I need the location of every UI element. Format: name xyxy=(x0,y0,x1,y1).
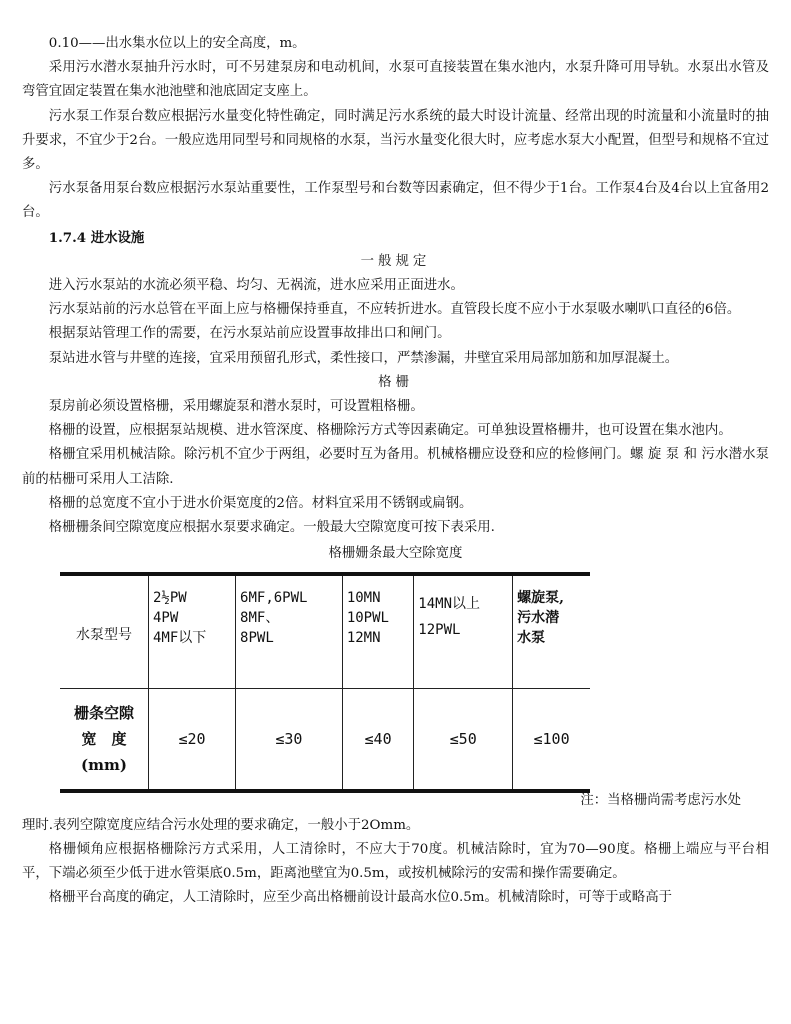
table-cell: ≤40 xyxy=(342,689,413,792)
table-cell: ≤50 xyxy=(414,689,513,792)
table-note: 注：当格栅尚需考虑污水处 xyxy=(580,793,741,809)
cell-line: 8PWL xyxy=(240,630,274,647)
paragraph: 0.10——出水集水位以上的安全高度，m。 xyxy=(48,36,306,51)
table-caption: 格栅姗条最大空除宽度 xyxy=(328,546,463,562)
cell-line: 螺旋泵, xyxy=(517,590,564,607)
header-line: 栅条空隙 xyxy=(73,704,134,723)
paragraph: 理时.表列空隙宽度应结合污水处理的要求确定，一般小于2Omm。 xyxy=(22,817,420,833)
paragraph: 格栅栅条间空隙宽度应根据水泵要求确定。一般最大空隙宽度可按下表采用. xyxy=(48,520,495,536)
paragraph: 格栅平台高度的确定，人工清除时，应至少高出格栅前设计最高水位0.5m。机械清除时，可等于或略高于 xyxy=(48,890,672,906)
header-line: (mm) xyxy=(81,756,127,775)
cell-line: 12PWL xyxy=(418,622,461,639)
table-cell xyxy=(414,574,513,689)
table-cell xyxy=(513,574,590,689)
table-cell: ≤30 xyxy=(236,689,343,792)
table-header-gap-width xyxy=(60,689,149,792)
paragraph: 污水泵备用泵台数应根据污水泵站重要性，工作泵型号和台数等因素确定，但不得少于1台。工作泵4台及4台以上宜备用2台。 xyxy=(22,181,769,221)
paragraph: 格栅宜采用机械洁除。除污机不宜少于两组，必要时互为备用。机械格栅应设登和应的检修闸门。螺 旋 泵 和 污水潜水泵前的枯栅可采用人工洁除. xyxy=(22,447,769,487)
table-row xyxy=(60,574,590,689)
cell-line: 10PWL xyxy=(346,610,389,627)
header-line: 宽 度 xyxy=(81,730,127,749)
table-cell xyxy=(342,574,413,689)
paragraph: 污水泵工作泵台数应根据污水量变化特性确定，同时满足污水系统的最大时设计流量、经常出现的时流量和小流量时的抽升要求，不宜少于2台。一般应选用同型号和同规格的水泵，当污水量变化很大时，应考虑水泵大小配置，但型号和规格不宜过多。 xyxy=(22,108,769,173)
paragraph: 格栅倾角应根据格栅除污方式采用，人工清徐时，不应大于70度。机械洁除时，宜为70—90度。格栅上端应与平台相平，下端必须至少低于进水管渠底0.5m，距离池壁宜为0.5m，或按机械除污的安需和操作需要确定。 xyxy=(22,841,769,882)
paragraph: 泵房前必须设置格栅，采用螺旋泵和潜水泵时，可设置粗格栅。 xyxy=(48,399,424,415)
subheading-grille: 格栅 xyxy=(378,374,413,390)
cell-line: 4PW xyxy=(153,610,179,627)
paragraph: 进入污水泵站的水流必须平稳、均匀、无祸流，进水应采用正面进水。 xyxy=(48,278,464,294)
paragraph: 根据泵站管理工作的需要，在污水泵站前应设置事故排出口和闸门。 xyxy=(48,326,451,342)
table-row xyxy=(60,689,590,792)
table-cell xyxy=(149,574,236,689)
paragraph: 格栅的设置，应根据泵站规模、进水管深度、格栅除污方式等因素确定。可单独设置格栅井，也可设置在集水池内。 xyxy=(48,423,732,439)
cell-line: 污水潜 xyxy=(517,610,560,627)
table-cell: ≤100 xyxy=(513,689,590,792)
cell-line: 10MN xyxy=(346,590,381,607)
subheading-general: 一般规定 xyxy=(360,253,431,269)
paragraph: 泵站进水管与井壁的连接，宜采用预留孔形式，柔性接口，严禁渗漏，井壁宜采用局部加筋和加厚混凝土。 xyxy=(48,350,679,366)
paragraph: 格栅的总宽度不宜小于进水价渠宽度的2倍。材料宜采用不锈钢或扁钢。 xyxy=(48,495,473,511)
cell-line: 6MF,6PWL xyxy=(240,590,308,607)
cell-line: 2½PW xyxy=(153,590,187,607)
table-container xyxy=(60,572,590,793)
section-heading: 1.7.4 进水设施 xyxy=(48,229,145,246)
paragraph: 污水泵站前的污水总管在平面上应与格栅保持垂直，不应转折进水。直管段长度不应小于水泵吸水喇叭口直径的6倍。 xyxy=(48,302,741,318)
cell-line: 8MF、 xyxy=(240,610,280,627)
table-cell xyxy=(236,574,343,689)
table-cell: ≤20 xyxy=(149,689,236,792)
cell-line: 12MN xyxy=(346,630,381,647)
cell-line: 4MF以下 xyxy=(153,630,207,647)
cell-line: 14MN以上 xyxy=(418,596,481,613)
cell-line: 水泵 xyxy=(517,630,546,647)
gap-width-table xyxy=(60,572,590,793)
paragraph: 采用污水潜水泵抽升污水时，可不另建泵房和电动机间，水泵可直接装置在集水池内，水泵升降可用导轨。水泵出水管及弯管宜固定装置在集水池池壁和池底固定支座上。 xyxy=(22,60,769,100)
table-header-pump-model: 水泵型号 xyxy=(60,574,149,689)
